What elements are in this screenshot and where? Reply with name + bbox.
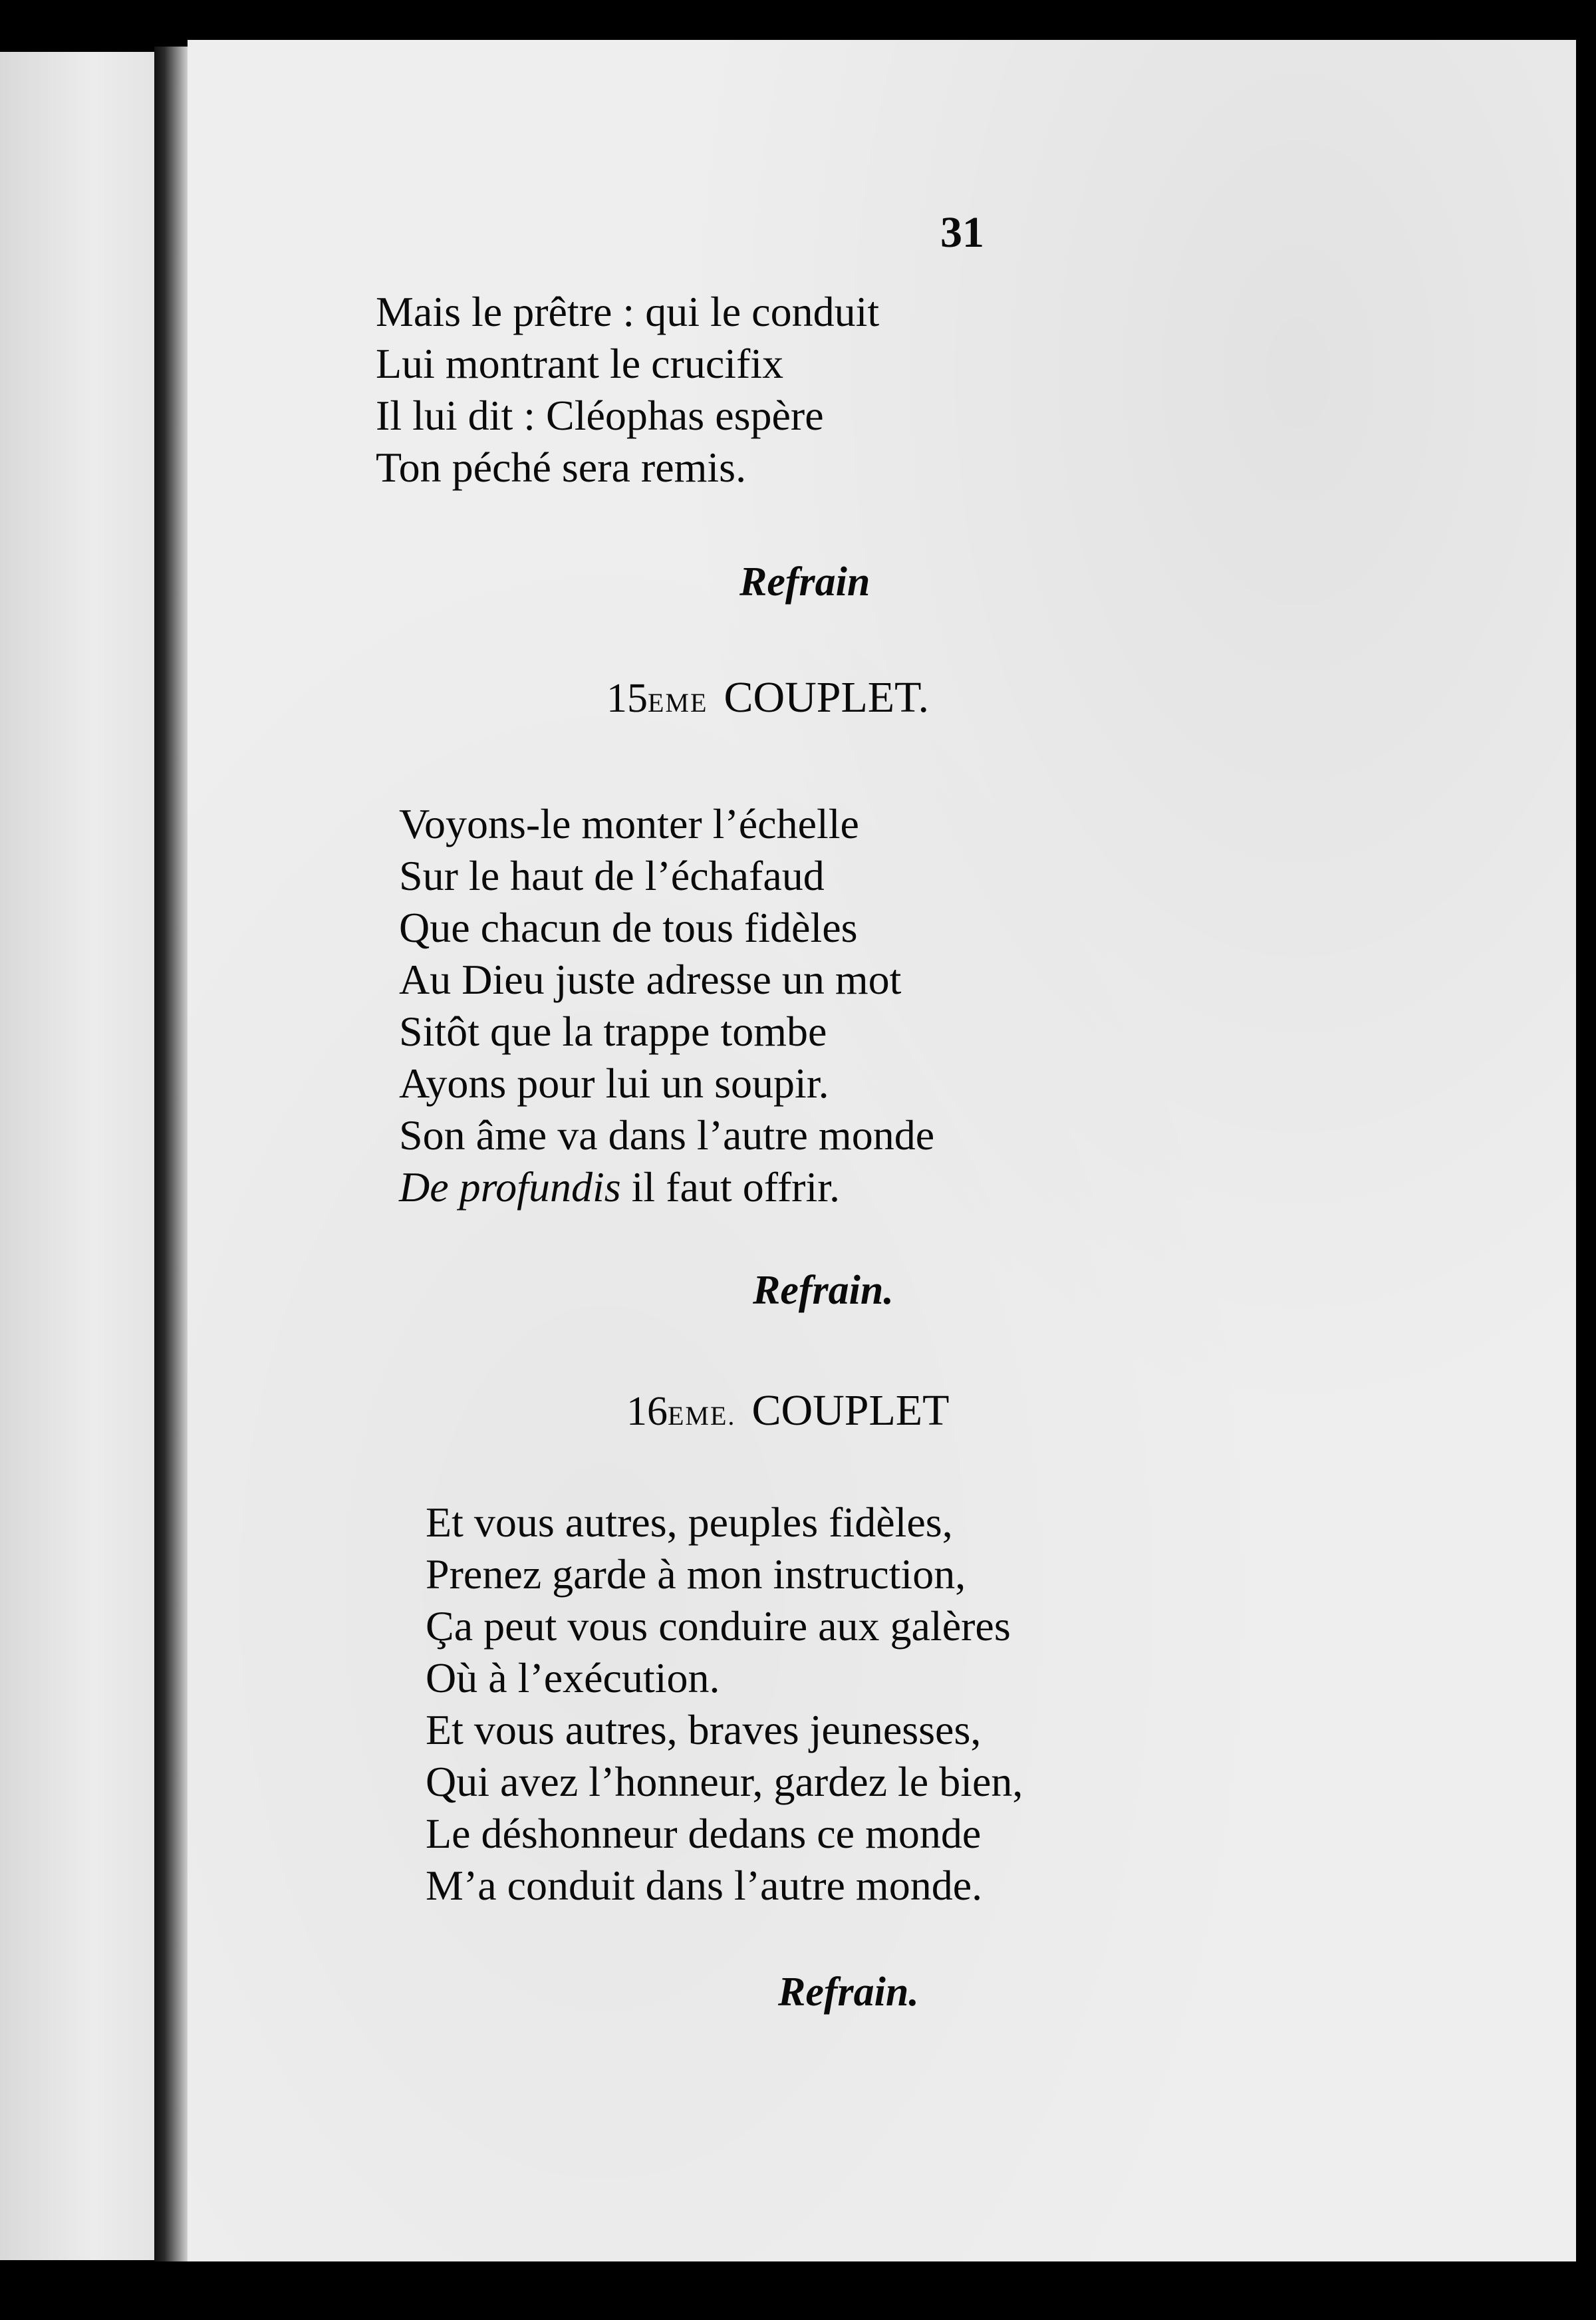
verse-line: Voyons-le monter l’échelle	[399, 800, 859, 847]
couplet-number: 16	[626, 1389, 668, 1434]
refrain-label: Refrain.	[753, 1268, 894, 1313]
couplet-word: COUPLET.	[724, 673, 930, 722]
couplet-heading-16	[626, 1383, 949, 1443]
verse-line: Sitôt que la trappe tombe	[399, 1008, 827, 1055]
couplet-suffix: EME.	[668, 1401, 736, 1431]
verse-line: Ayons pour lui un soupir.	[399, 1060, 829, 1107]
refrain-label: Refrain	[739, 559, 870, 605]
verse-line: Son âme va dans l’autre monde	[399, 1111, 935, 1159]
verse-line: Prenez garde à mon instruction,	[426, 1550, 966, 1598]
verse-line: Lui montrant le crucifix	[376, 340, 784, 387]
book-gutter	[154, 47, 188, 2261]
verse-line: Mais le prêtre : qui le conduit	[376, 288, 880, 335]
bleed-through-text	[1172, 359, 1596, 878]
verse-line: M’a conduit dans l’autre monde.	[426, 1862, 983, 1909]
couplet-suffix: EME	[648, 688, 708, 718]
stanza-14-ending	[376, 286, 879, 494]
verse-line: Que chacun de tous fidèles	[399, 904, 858, 951]
page	[188, 40, 1576, 2261]
verse-line: Sur le haut de l’échafaud	[399, 852, 825, 899]
latin-phrase: De profundis	[399, 1163, 621, 1211]
scan-border-bottom	[0, 2261, 1596, 2320]
couplet-word: COUPLET	[751, 1386, 950, 1435]
verse-line: Ça peut vous conduire aux galères	[426, 1602, 1011, 1650]
verse-line: Le déshonneur dedans ce monde	[426, 1810, 982, 1857]
verse-line: Qui avez l’honneur, gardez le bien,	[426, 1758, 1023, 1805]
stanza-16	[426, 1497, 1023, 1912]
refrain-label: Refrain.	[778, 1969, 919, 2015]
verse-line: Et vous autres, braves jeunesses,	[426, 1706, 982, 1753]
couplet-number: 15	[606, 676, 648, 721]
verse-line: Il lui dit : Cléophas espère	[376, 392, 824, 439]
facing-page-edge	[0, 52, 154, 2260]
verse-line: Ton péché sera remis.	[376, 444, 747, 491]
verse-line: Et vous autres, peuples fidèles,	[426, 1499, 953, 1546]
verse-line-rest: il faut offrir.	[620, 1163, 841, 1211]
verse-line-last	[399, 1161, 934, 1213]
stanza-15	[399, 798, 934, 1213]
scan-border-right	[1576, 0, 1596, 2320]
couplet-heading-15	[606, 670, 929, 730]
verse-line: Où à l’exécution.	[426, 1654, 720, 1701]
verse-line: Au Dieu juste adresse un mot	[399, 956, 902, 1003]
page-number: 31	[940, 208, 984, 257]
